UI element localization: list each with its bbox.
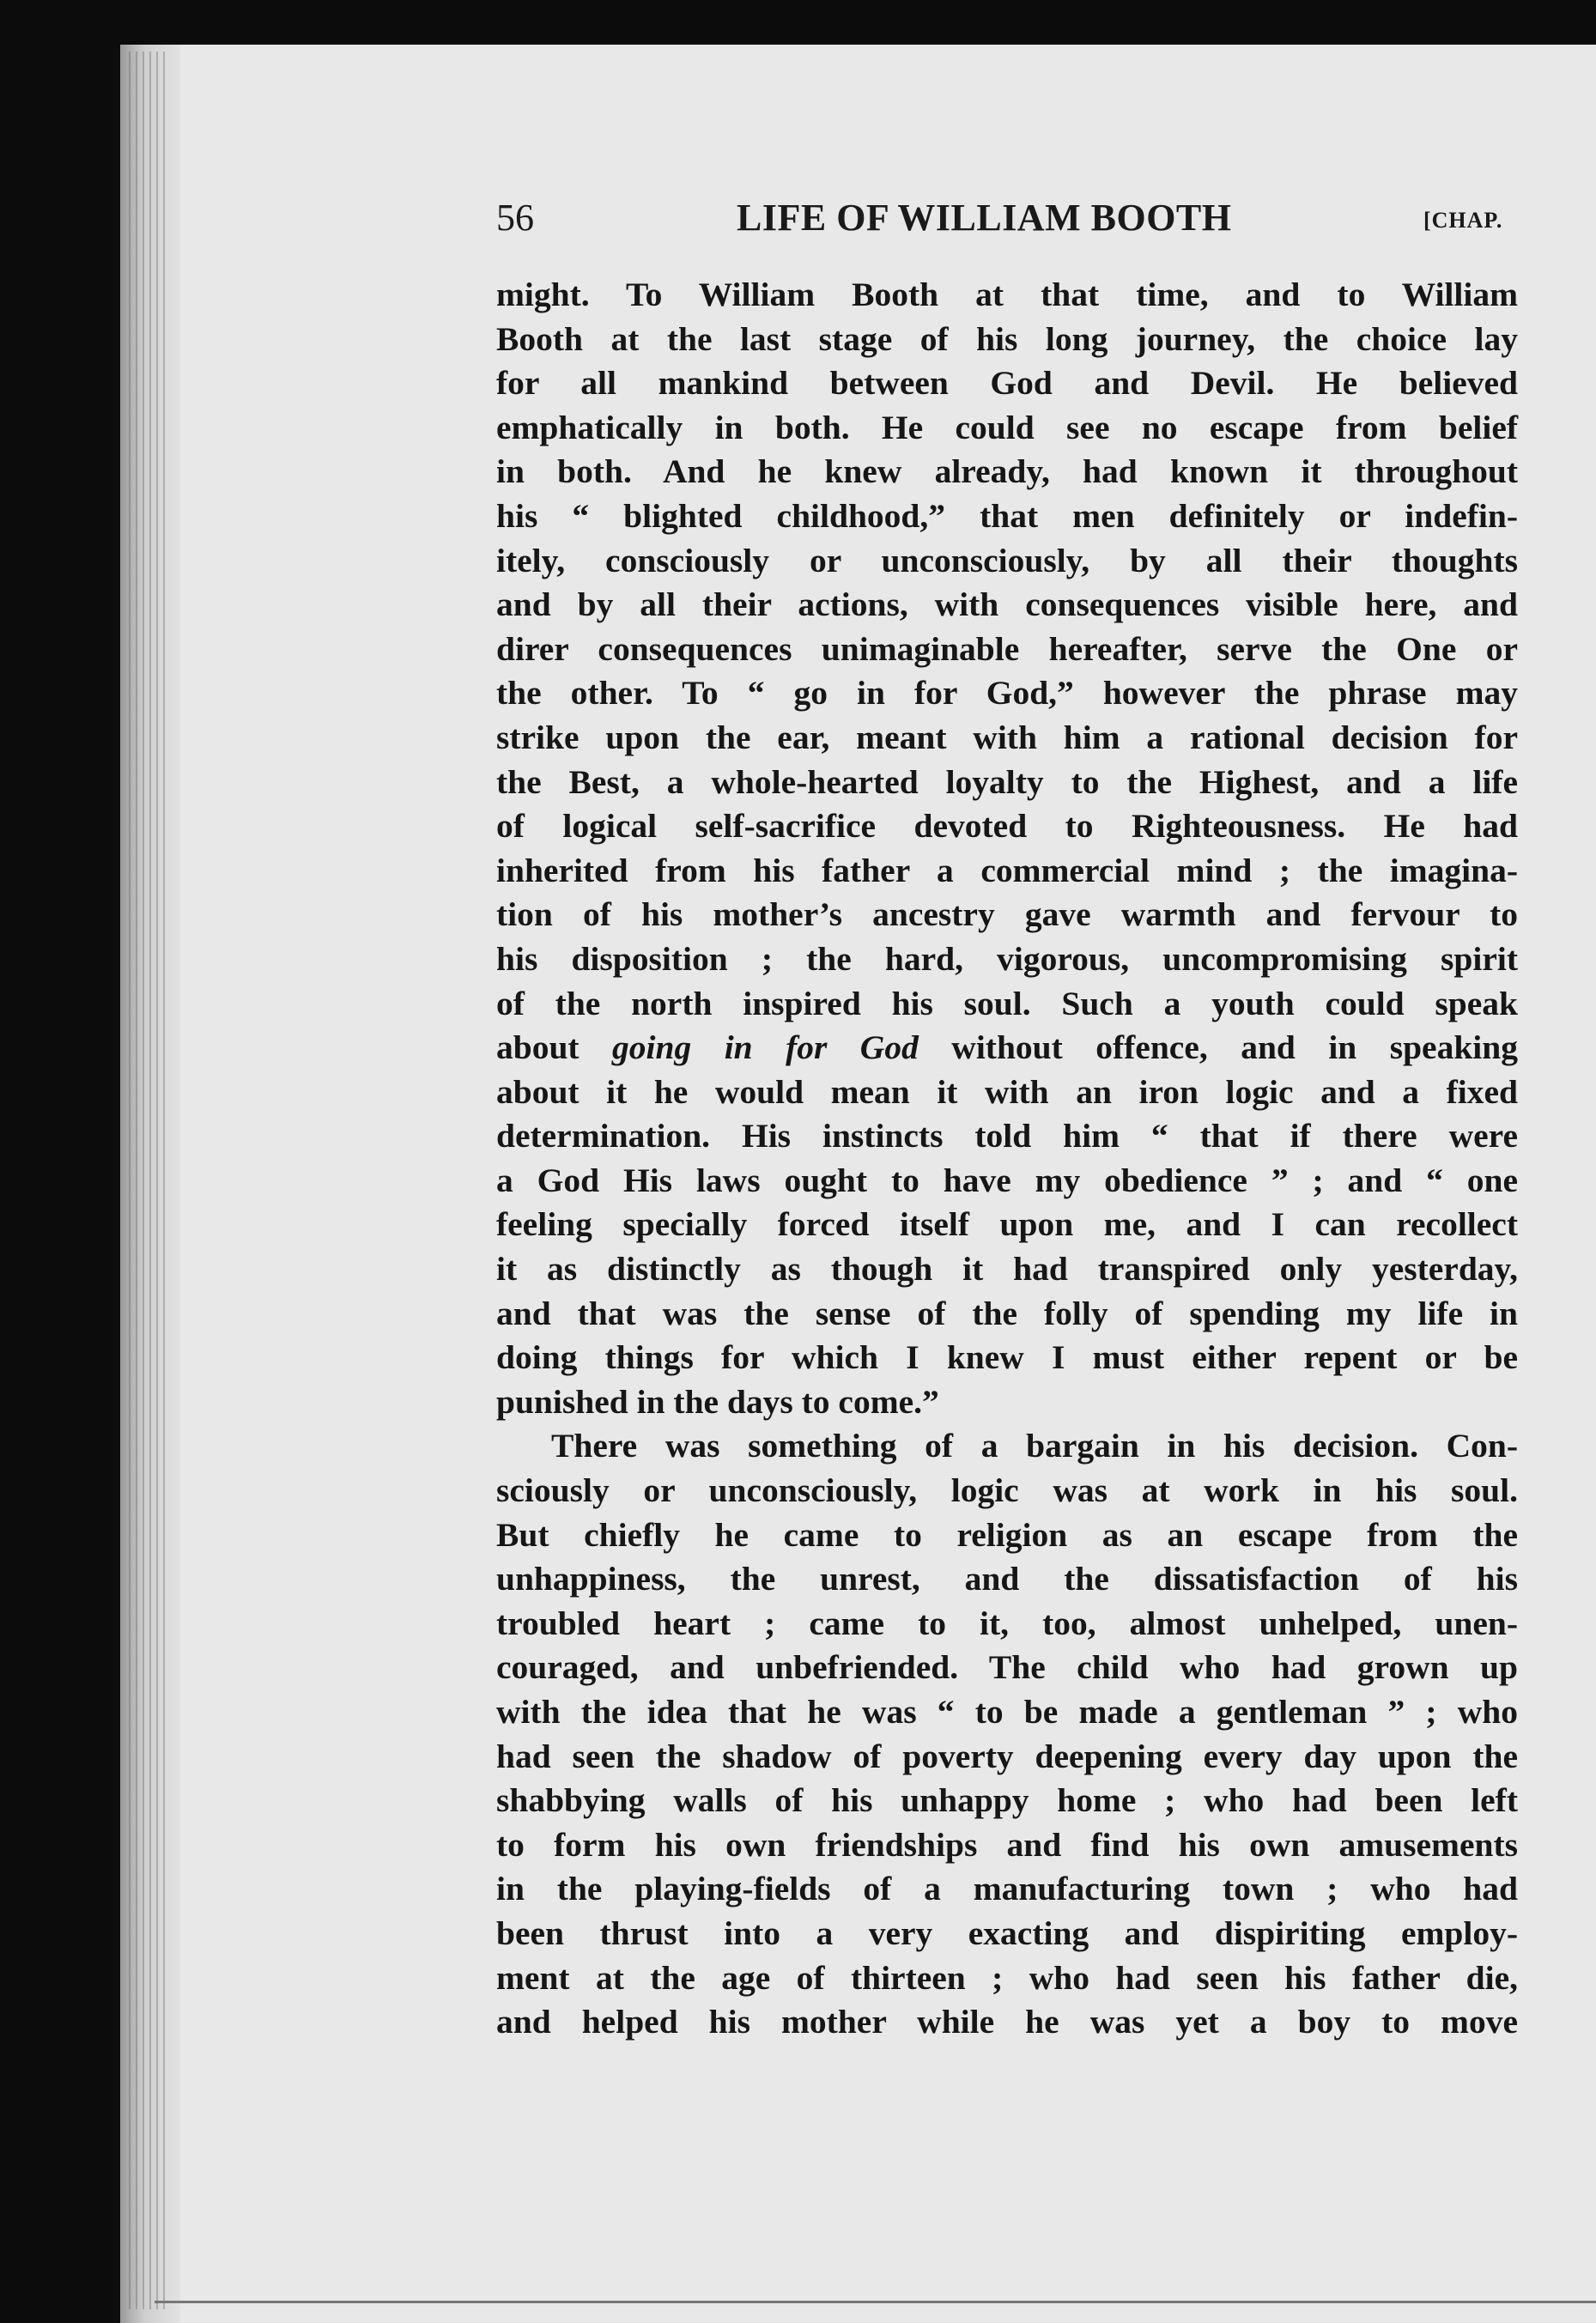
text-line: and by all their actions, with consequences visible here, and bbox=[496, 585, 1518, 624]
italic-phrase: going in for God bbox=[612, 1028, 919, 1067]
text-line: determination. His instincts told him “ that if there were bbox=[496, 1117, 1518, 1155]
text-segment: without offence, and in speaking bbox=[918, 1028, 1519, 1067]
text-line: a God His laws ought to have my obedience ” ; and “ one bbox=[496, 1161, 1518, 1199]
text-line: shabbying walls of his unhappy home ; who had been left bbox=[496, 1781, 1518, 1820]
text-segment: about bbox=[496, 1028, 613, 1067]
running-head bbox=[496, 196, 1526, 256]
text-line: ment at the age of thirteen ; who had seen his father die, bbox=[496, 1958, 1518, 1997]
text-line: with the idea that he was “ to be made a gentleman ” ; who bbox=[496, 1693, 1518, 1731]
text-line: of the north inspired his soul. Such a youth could speak bbox=[496, 984, 1518, 1022]
text-line: But chiefly he came to religion as an escape from the bbox=[496, 1515, 1518, 1554]
page-stack-edges bbox=[129, 52, 168, 2309]
chapter-mark: [CHAP. bbox=[1423, 208, 1503, 233]
text-line: been thrust into a very exacting and dispiriting employ- bbox=[496, 1914, 1518, 1952]
text-line: had seen the shadow of poverty deepening every day upon the bbox=[496, 1737, 1518, 1775]
text-line: to form his own friendships and find his own amusements bbox=[496, 1825, 1518, 1864]
text-line: the other. To “ go in for God,” however the phrase may bbox=[496, 674, 1518, 713]
body-text bbox=[496, 273, 1518, 2045]
text-line: might. To William Booth at that time, and to William bbox=[496, 276, 1518, 313]
text-line: strike upon the ear, meant with him a rational decision for bbox=[496, 718, 1518, 756]
text-line: inherited from his father a commercial mind ; the imagina- bbox=[496, 851, 1518, 889]
text-line: troubled heart ; came to it, too, almost unhelped, unen- bbox=[496, 1604, 1518, 1642]
text-line: Booth at the last stage of his long journey, the choice lay bbox=[496, 319, 1518, 358]
text-line: and that was the sense of the folly of spending my life in bbox=[496, 1294, 1518, 1332]
text-line: and helped his mother while he was yet a boy to move bbox=[496, 2003, 1518, 2041]
paragraph-start-line: There was something of a bargain in his decision. Con- bbox=[551, 1427, 1518, 1465]
text-line: doing things for which I knew I must either repent or be bbox=[496, 1338, 1518, 1377]
text-line: direr consequences unimaginable hereafter, serve the One or bbox=[496, 629, 1518, 668]
text-line: of logical self-sacrifice devoted to Righteousness. He had bbox=[496, 807, 1518, 846]
paragraph-end-line: punished in the days to come.” bbox=[496, 1382, 939, 1421]
text-line: it as distinctly as though it had transpired only yesterday, bbox=[496, 1250, 1518, 1289]
text-line: about it he would mean it with an iron logic and a fixed bbox=[496, 1072, 1518, 1111]
text-line: his “ blighted childhood,” that men definitely or indefin- bbox=[496, 496, 1518, 535]
text-line: for all mankind between God and Devil. He believed bbox=[496, 364, 1518, 403]
text-line: couraged, and unbefriended. The child who had grown up bbox=[496, 1648, 1518, 1687]
text-line: unhappiness, the unrest, and the dissatisfaction of his bbox=[496, 1560, 1518, 1598]
text-line: in the playing-fields of a manufacturing town ; who had bbox=[496, 1870, 1518, 1908]
text-line: feeling specially forced itself upon me, and I can recollect bbox=[496, 1205, 1518, 1244]
page-number: 56 bbox=[496, 197, 534, 239]
text-line: in both. And he knew already, had known it throughout bbox=[496, 452, 1518, 491]
text-line: tion of his mother’s ancestry gave warmth and fervour to bbox=[496, 895, 1518, 934]
text-line-with-italic bbox=[496, 1026, 1518, 1071]
text-line: his disposition ; the hard, vigorous, uncompromising spirit bbox=[496, 939, 1518, 978]
book-title: LIFE OF WILLIAM BOOTH bbox=[737, 197, 1232, 239]
page-bottom-edge bbox=[155, 2301, 1596, 2303]
text-line: the Best, a whole-hearted loyalty to the Highest, and a life bbox=[496, 762, 1518, 801]
text-line: itely, consciously or unconsciously, by all their thoughts bbox=[496, 541, 1518, 579]
text-line: emphatically in both. He could see no escape from belief bbox=[496, 408, 1518, 446]
text-line: sciously or unconsciously, logic was at work in his soul. bbox=[496, 1471, 1518, 1510]
